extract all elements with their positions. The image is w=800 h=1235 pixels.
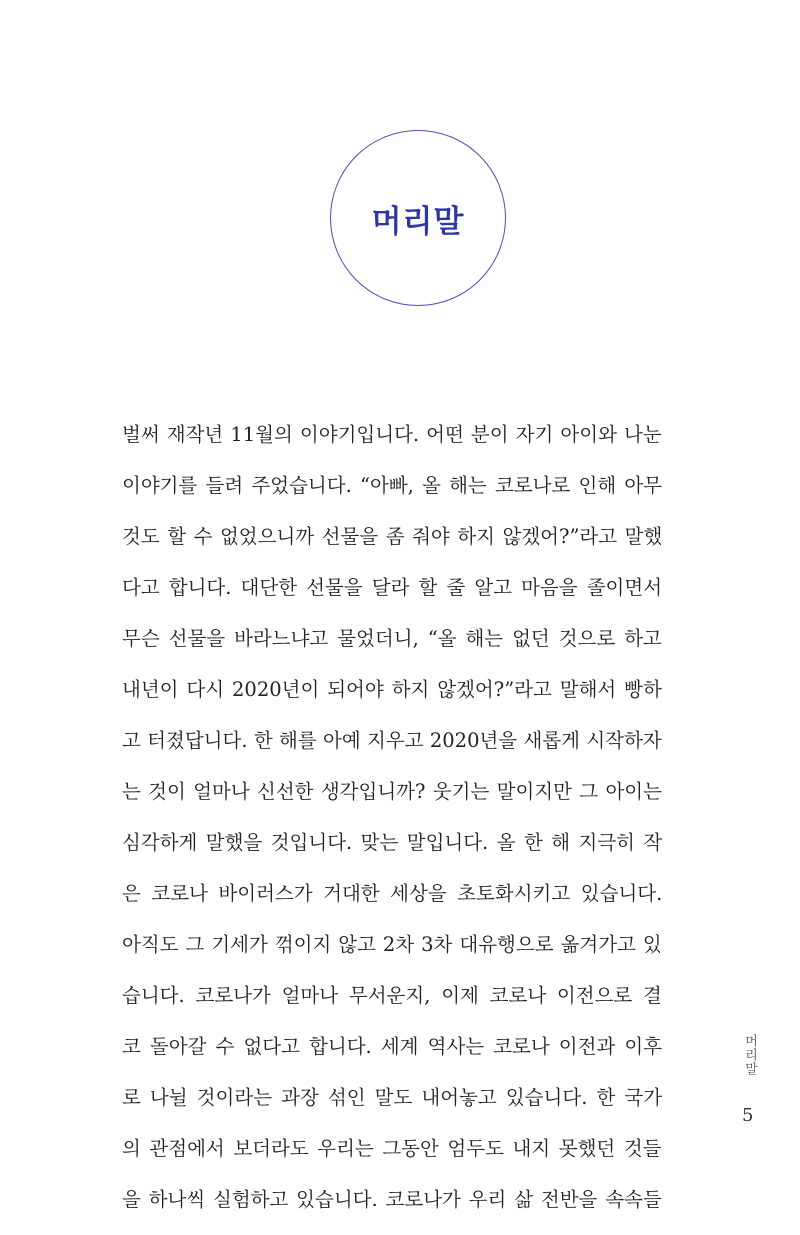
paragraph-line: 로 나뉠 것이라는 과장 섞인 말도 내어놓고 있습니다. 한 국가 xyxy=(122,1086,662,1109)
paragraph-line: 코 돌아갈 수 없다고 합니다. 세계 역사는 코로나 이전과 이후 xyxy=(122,1035,662,1058)
paragraph-line: 심각하게 말했을 것입니다. 맞는 말입니다. 올 한 해 지극히 작 xyxy=(122,831,662,854)
page-number: 5 xyxy=(742,1105,754,1126)
paragraph-line: 다고 합니다. 대단한 선물을 달라 할 줄 알고 마음을 졸이면서 xyxy=(122,576,662,599)
chapter-title-circle xyxy=(330,130,506,306)
paragraph-line: 을 하나씩 실험하고 있습니다. 코로나가 우리 삶 전반을 속속들 xyxy=(122,1188,662,1211)
paragraph-line: 습니다. 코로나가 얼마나 무서운지, 이제 코로나 이전으로 결 xyxy=(122,984,662,1007)
chapter-title: 머리말 xyxy=(371,203,465,240)
paragraph-line: 벌써 재작년 11월의 이야기입니다. 어떤 분이 자기 아이와 나눈 xyxy=(122,423,662,446)
paragraph-line: 것도 할 수 없었으니까 선물을 좀 줘야 하지 않겠어?”라고 말했 xyxy=(122,525,662,548)
body-paragraph xyxy=(122,417,662,1233)
paragraph-line: 아직도 그 기세가 꺾이지 않고 2차 3차 대유행으로 옮겨가고 있 xyxy=(122,933,662,956)
paragraph-line: 은 코로나 바이러스가 거대한 세상을 초토화시키고 있습니다. xyxy=(122,882,662,905)
paragraph-line: 의 관점에서 보더라도 우리는 그동안 엄두도 내지 못했던 것들 xyxy=(122,1137,662,1160)
paragraph-line: 이야기를 들려 주었습니다. “아빠, 올 해는 코로나로 인해 아무 xyxy=(122,474,662,497)
paragraph-line: 고 터졌답니다. 한 해를 아예 지우고 2020년을 새롭게 시작하자 xyxy=(122,729,662,752)
paragraph-line: 는 것이 얼마나 신선한 생각입니까? 웃기는 말이지만 그 아이는 xyxy=(122,780,662,803)
paragraph-line: 무슨 선물을 바라느냐고 물었더니, “올 해는 없던 것으로 하고 xyxy=(122,627,662,650)
paragraph-line: 내년이 다시 2020년이 되어야 하지 않겠어?”라고 말해서 빵하 xyxy=(122,678,662,701)
running-head: 머리말 xyxy=(742,1034,757,1076)
